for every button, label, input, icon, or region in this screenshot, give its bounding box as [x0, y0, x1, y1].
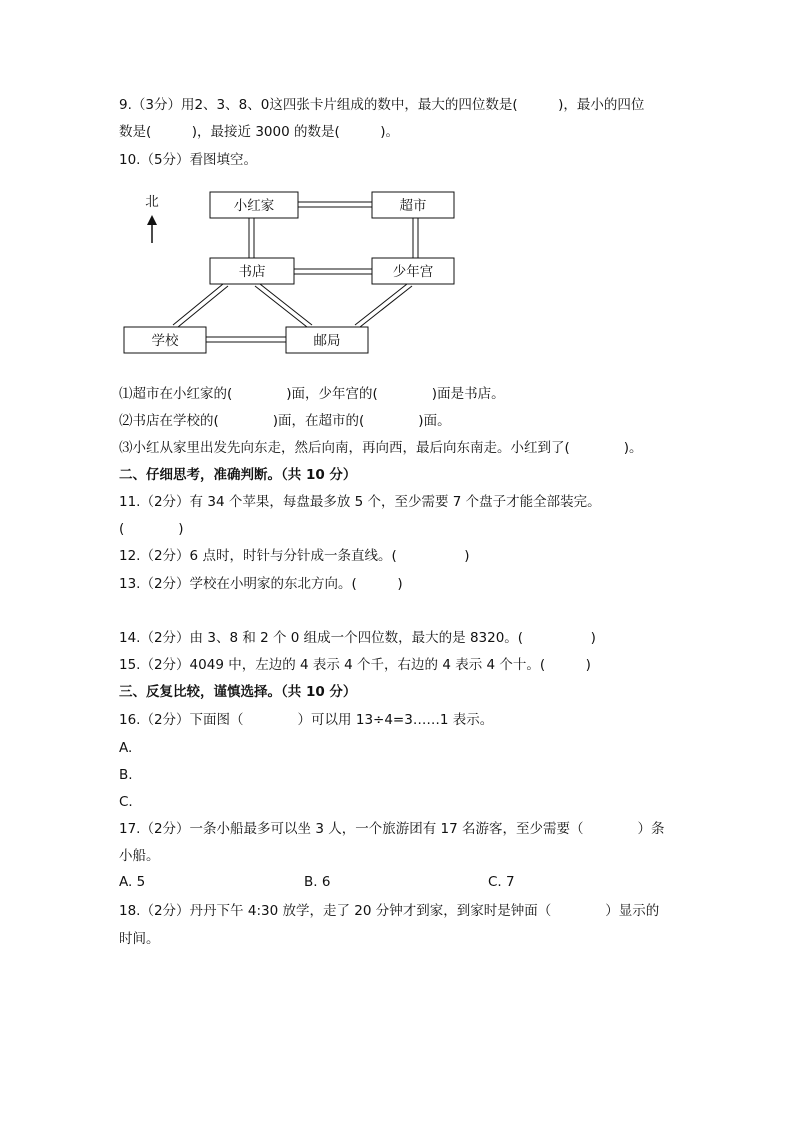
place-youth-palace [372, 258, 454, 284]
q17-line1: 17.（2分）一条小船最多可以坐 3 人，一个旅游团有 17 名游客，至少需要（ ）条 [119, 821, 665, 837]
q15: 15.（2分）4049 中，左边的 4 表示 4 个千，右边的 4 表示 4 个十。( ) [119, 657, 591, 673]
q14: 14.（2分）由 3、8 和 2 个 0 组成一个四位数，最大的是 8320。( ) [119, 630, 596, 646]
place-label: 小红家 [233, 198, 275, 214]
q10-stem: 10.（5分）看图填空。 [119, 152, 258, 168]
place-post-office [286, 327, 368, 353]
section3-heading: 三、反复比较，谨慎选择。（共 10 分） [119, 684, 357, 700]
place-school [124, 327, 206, 353]
q9-line2: 数是( )，最接近 3000 的数是( )。 [119, 124, 400, 140]
place-label: 邮局 [313, 333, 341, 349]
q17-option-a: A. 5 [119, 874, 146, 890]
north-arrow-icon [147, 215, 157, 243]
q11-line2: ( ) [119, 521, 184, 537]
q17-option-c: C. 7 [488, 874, 515, 890]
north-label: 北 [145, 194, 159, 210]
q12: 12.（2分）6 点时，时针与分针成一条直线。( ) [119, 548, 470, 564]
q17-option-b: B. 6 [304, 874, 331, 890]
place-label: 学校 [151, 333, 179, 349]
q17-line2: 小船。 [119, 848, 160, 864]
q10-sub1: ⑴超市在小红家的( )面，少年宫的( )面是书店。 [119, 386, 505, 402]
q11-line1: 11.（2分）有 34 个苹果，每盘最多放 5 个，至少需要 7 个盘子才能全部装完。 [119, 494, 601, 510]
place-xiaohong-home [210, 192, 298, 218]
q9-line1: 9.（3分）用2、3、8、0这四张卡片组成的数中，最大的四位数是( )，最小的四位 [119, 97, 645, 113]
q10-sub2: ⑵书店在学校的( )面，在超市的( )面。 [119, 413, 451, 429]
q13: 13.（2分）学校在小明家的东北方向。( ) [119, 576, 403, 592]
section2-heading: 二、仔细思考，准确判断。（共 10 分） [119, 467, 357, 483]
q16-option-a: A. [119, 740, 133, 756]
place-label: 少年宫 [392, 264, 434, 280]
q16-stem: 16.（2分）下面图（ ）可以用 13÷4=3……1 表示。 [119, 712, 494, 728]
location-map [110, 185, 460, 360]
q10-sub3: ⑶小红从家里出发先向东走，然后向南，再向西，最后向东南走。小红到了( )。 [119, 440, 643, 456]
q16-option-b: B. [119, 767, 133, 783]
q18-line1: 18.（2分）丹丹下午 4:30 放学，走了 20 分钟才到家，到家时是钟面（ ）显示的 [119, 903, 660, 919]
q16-option-c: C. [119, 794, 133, 810]
place-supermarket [372, 192, 454, 218]
place-bookstore [210, 258, 294, 284]
place-label: 超市 [399, 198, 427, 214]
q18-line2: 时间。 [119, 931, 160, 947]
place-label: 书店 [238, 264, 266, 280]
